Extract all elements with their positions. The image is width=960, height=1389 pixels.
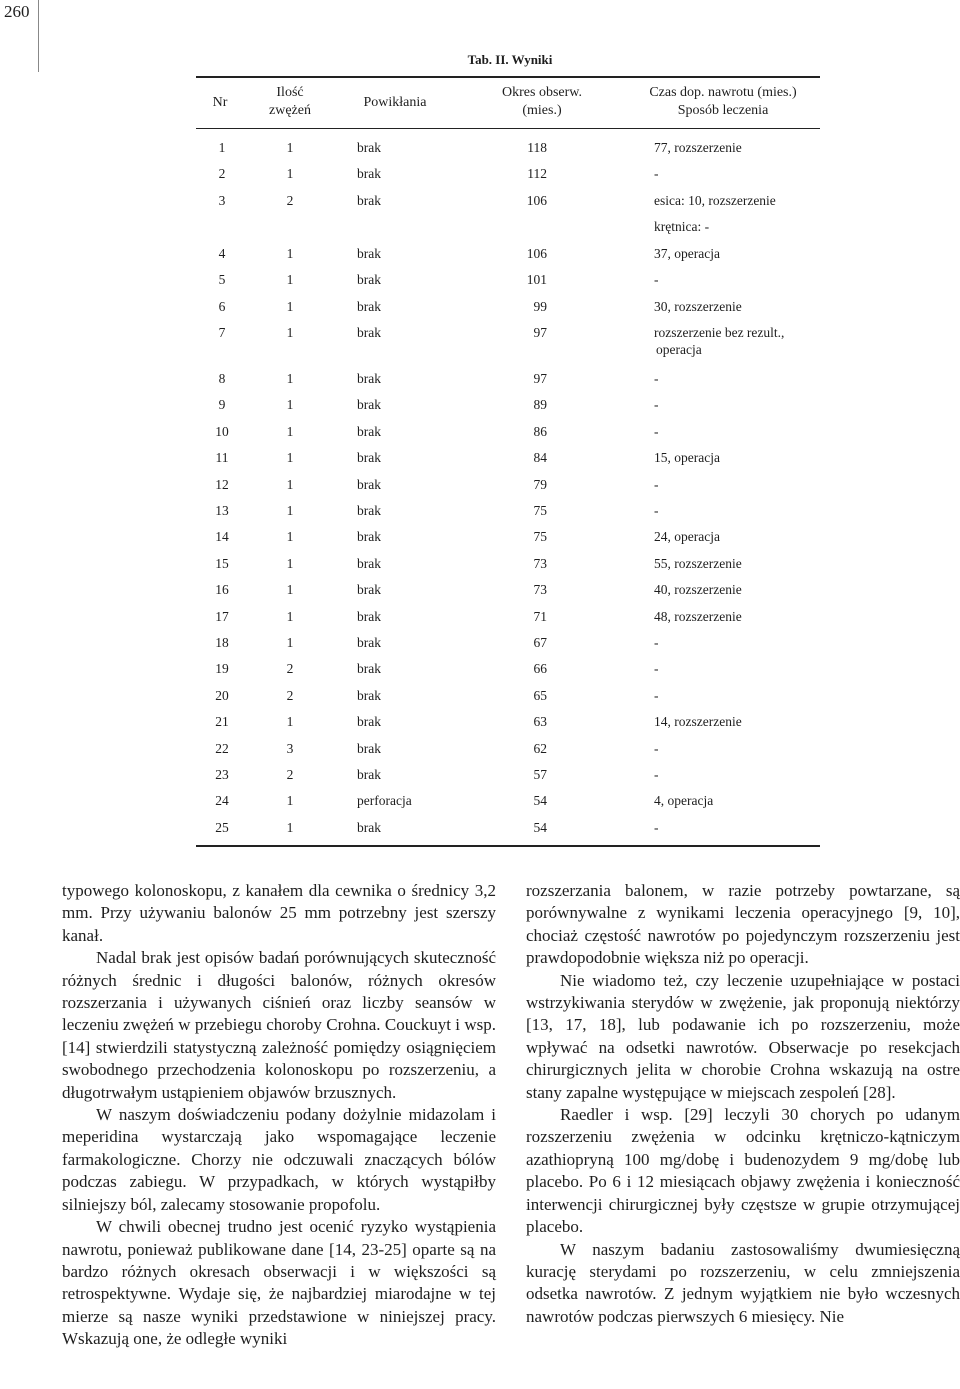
text-column-right [526,880,960,1328]
cell-count: 1 [286,608,294,624]
cell-nr: 8 [218,371,226,386]
header-complications: Powikłania [363,95,427,110]
cell-period: 62 [533,740,547,756]
cell-period: 97 [533,371,547,386]
cell-nr: 7 [218,325,226,340]
cell-nr: 1 [218,140,226,155]
cell-result: 40, rozszerzenie [654,582,742,598]
cell-complications: brak [357,740,381,756]
cell-complications: brak [357,166,381,182]
cell-count: 1 [286,272,294,288]
cell-nr: 4 [218,245,226,261]
table-row [0,793,960,813]
cell-period: 112 [527,166,547,182]
cell-complications: brak [357,298,381,314]
paragraph: W naszym badaniu zastosowaliśmy dwumiesięczną kurację sterydami po rozszerzeniu, w celu zmniejszenia odsetka nawrotów. Z jednym wyjątkiem nie było wczesnych nawrotów podczas pierwszych 6 miesięcy. Nie [526,1239,960,1326]
table-row-continuation [0,219,960,239]
cell-complications: brak [357,687,381,703]
cell-count: 2 [286,192,294,208]
table-row [0,582,960,602]
cell-count: 1 [286,476,294,492]
cell-count: 1 [286,140,294,155]
paragraph: Raedler i wsp. [29] leczyli 30 chorych po udanym rozszerzeniu zwężenia w odcinku krętniczo-kątniczym azathiopryną 100 mg/dobę i budenozydem 9 mg/dobę lub placebo. Po 6 i 12 miesiącach objawy zwężenia i konieczność interwencji chirurgicznej były częstsze w grupie otrzymującej placebo. [526,1105,960,1237]
table-top-rule [196,76,820,78]
cell-count: 1 [286,371,294,386]
cell-period: 54 [533,819,547,835]
cell-period: 54 [533,793,547,809]
cell-complications: brak [357,555,381,571]
cell-period: 106 [526,192,547,208]
cell-complications: brak [357,714,381,730]
cell-period: 101 [526,272,547,288]
cell-result: 15, operacja [654,450,720,466]
table-row [0,503,960,523]
cell-result: - [654,767,659,782]
cell-complications: brak [357,635,381,650]
cell-result: - [654,272,659,288]
table-row [0,741,960,761]
cell-result-line2: krętnica: - [654,219,710,235]
cell-period: 86 [533,423,547,439]
cell-count: 1 [286,529,294,545]
cell-period: 57 [533,767,547,782]
cell-complications: brak [357,423,381,439]
cell-nr: 10 [215,423,229,439]
cell-period: 73 [533,555,547,571]
paragraph: typowego kolonoskopu, z kanałem dla cewnika o średnicy 3,2 mm. Przy używaniu balonów 25 mm potrzebny jest szerszy kanał. [62,881,496,945]
cell-complications: brak [357,140,381,155]
cell-complications: brak [357,819,381,835]
cell-count: 1 [286,555,294,571]
cell-period: 99 [533,298,547,314]
cell-complications: brak [357,476,381,492]
cell-result: - [654,371,659,386]
cell-period: 73 [533,582,547,598]
cell-count: 1 [286,635,294,650]
cell-count: 1 [286,397,294,413]
cell-period: 63 [533,714,547,730]
paragraph: Nie wiadomo też, czy leczenie uzupełniające w postaci wstrzykiwania sterydów w zwężenie, jak proponują niektórzy [13, 17, 18], lub podawanie ich po rozszerzeniu, może wpływać na odsetki nawrotów. Obserwacje po resekcjach chirurgicznych jelita w chorobie Crohna wskazują na ostre stany zapalne występujące w miejscach zespoleń [28]. [526,970,960,1102]
cell-nr: 13 [215,503,229,518]
cell-count: 1 [286,450,294,466]
header-result-line2: Sposób leczenia [677,103,769,118]
header-nr: Nr [212,95,228,110]
cell-count: 1 [286,503,294,518]
cell-complications: brak [357,661,381,677]
paragraph: W naszym doświadczeniu podany dożylnie midazolam i meperidina wystarczają jako wspomagające leczenie farmakologiczne. Chorzy nie odczuwali znaczących bólów podczas zabiegu. W przypadkach, w których wystąpiłby silniejszy ból, zalecamy stosowanie propofolu. [62,1105,496,1214]
cell-result: - [654,819,659,835]
cell-count: 1 [286,298,294,314]
cell-count: 2 [286,687,294,703]
table-row [0,556,960,576]
cell-result: 30, rozszerzenie [654,298,742,314]
cell-complications: brak [357,325,381,340]
cell-period: 75 [533,503,547,518]
cell-nr: 3 [218,192,226,208]
cell-period: 118 [527,140,547,155]
table-row [0,450,960,470]
table-header-rule [196,128,820,129]
cell-nr: 22 [215,740,229,756]
cell-count: 1 [286,793,294,809]
table-row [0,820,960,840]
cell-complications: brak [357,272,381,288]
cell-nr: 5 [218,272,226,288]
cell-nr: 11 [215,450,229,466]
cell-result: 24, operacja [654,529,720,545]
cell-nr: 25 [215,819,229,835]
table-row [0,246,960,266]
header-result [628,84,818,120]
header-period [478,84,606,120]
cell-complications: brak [357,503,381,518]
cell-nr: 17 [215,608,229,624]
cell-nr: 24 [215,793,229,809]
header-result-line1: Czas dop. nawrotu (mies.) [649,85,797,100]
cell-count: 1 [286,166,294,182]
cell-nr: 23 [215,767,229,782]
cell-result: - [654,687,659,703]
table-bottom-rule [196,845,820,847]
cell-period: 71 [533,608,547,624]
table-row [0,688,960,708]
table-row [0,193,960,213]
cell-complications: brak [357,767,381,782]
cell-period: 67 [533,635,547,650]
table-row [0,661,960,681]
cell-result: 4, operacja [654,793,714,809]
cell-period: 66 [533,661,547,677]
cell-count: 1 [286,714,294,730]
cell-count: 2 [286,661,294,677]
cell-period: 89 [533,397,547,413]
cell-result: - [654,476,659,492]
cell-nr: 19 [215,661,229,677]
cell-nr: 6 [218,298,226,314]
table-row [0,609,960,629]
table-row [0,767,960,787]
cell-period: 65 [533,687,547,703]
cell-nr: 16 [215,582,229,598]
table-row [0,397,960,417]
cell-result-line2: operacja [656,342,702,357]
cell-period: 84 [533,450,547,466]
paragraph: W chwili obecnej trudno jest ocenić ryzyko wystąpienia nawrotu, ponieważ publikowane dane [14, 23-25] oparte są na bardzo różnych okresach obserwacji i w większości są retrospektywne. Wydaje się, że najbardziej miarodajne w tej mierze są nasze wyniki przedstawione w niniejszej pracy. Wskazują one, że odległe wyniki [62,1217,496,1349]
cell-complications: brak [357,192,381,208]
paragraph: rozszerzania balonem, w razie potrzeby powtarzane, są porównywalne z wynikami leczenia operacyjnego [9, 10], chociaż częstość nawrotów po pojedynczym rozszerzeniu jest prawdopodobnie większa niż po operacji. [526,881,960,968]
table-row [0,424,960,444]
table-row [0,140,960,160]
cell-nr: 14 [215,529,229,545]
cell-count: 1 [286,423,294,439]
table-row [0,272,960,292]
cell-period: 75 [533,529,547,545]
cell-nr: 12 [215,476,229,492]
cell-nr: 2 [218,166,226,182]
header-count-line1: Ilość [276,85,304,100]
paragraph: Nadal brak jest opisów badań porównujących skuteczność różnych średnic i długości balonów, różnych okresów rozszerzania i używanych ciśnień oraz liczby seansów w leczeniu zwężeń w przebiegu choroby Crohna. Couckuyt i wsp. [14] stwierdzili statystyczną zależność pomiędzy osiągnięciem swobodnego przechodzenia kolonoskopu po rozszerzeniu, a długotrwałym ustąpieniem objawów brzusznych. [62,948,496,1102]
cell-complications: perforacja [357,793,412,809]
cell-complications: brak [357,397,381,413]
table-row [0,166,960,186]
table-row [0,635,960,655]
cell-count: 1 [286,245,294,261]
cell-result: - [654,503,659,518]
cell-nr: 21 [215,714,229,730]
header-count [252,84,328,120]
cell-nr: 15 [215,555,229,571]
table-row [0,477,960,497]
cell-result: - [654,661,659,677]
cell-period: 97 [533,325,547,340]
table-row [0,714,960,734]
cell-result: rozszerzenie bez rezult., [654,325,785,340]
cell-result: - [654,166,659,182]
cell-result: 77, rozszerzenie [654,140,742,155]
cell-count: 2 [286,767,294,782]
cell-complications: brak [357,608,381,624]
cell-complications: brak [357,582,381,598]
cell-result: 48, rozszerzenie [654,608,742,624]
cell-count: 1 [286,325,294,340]
header-period-line1: Okres obserw. [502,85,582,100]
cell-nr: 20 [215,687,229,703]
table-row-continuation [0,342,960,362]
cell-period: 106 [526,245,547,261]
cell-nr: 9 [218,397,226,413]
header-count-line2: zwężeń [269,103,311,118]
cell-result: - [654,740,659,756]
text-column-left [62,880,496,1351]
cell-complications: brak [357,529,381,545]
cell-complications: brak [357,450,381,466]
cell-nr: 18 [215,635,229,650]
table-row [0,529,960,549]
cell-complications: brak [357,371,381,386]
cell-result: - [654,635,659,650]
table-title: Tab. II. Wyniki [467,52,553,67]
cell-result: - [654,423,659,439]
header-period-line2: (mies.) [522,103,562,118]
table-row [0,371,960,391]
page-number: 260 [4,2,30,21]
cell-count: 3 [286,740,294,756]
cell-result: - [654,397,659,413]
cell-result: 55, rozszerzenie [654,555,742,571]
cell-result: 14, rozszerzenie [654,714,742,730]
cell-period: 79 [533,476,547,492]
table-row [0,299,960,319]
cell-count: 1 [286,819,294,835]
cell-complications: brak [357,245,381,261]
cell-count: 1 [286,582,294,598]
cell-result: esica: 10, rozszerzenie [654,192,776,208]
cell-result: 37, operacja [654,245,720,261]
